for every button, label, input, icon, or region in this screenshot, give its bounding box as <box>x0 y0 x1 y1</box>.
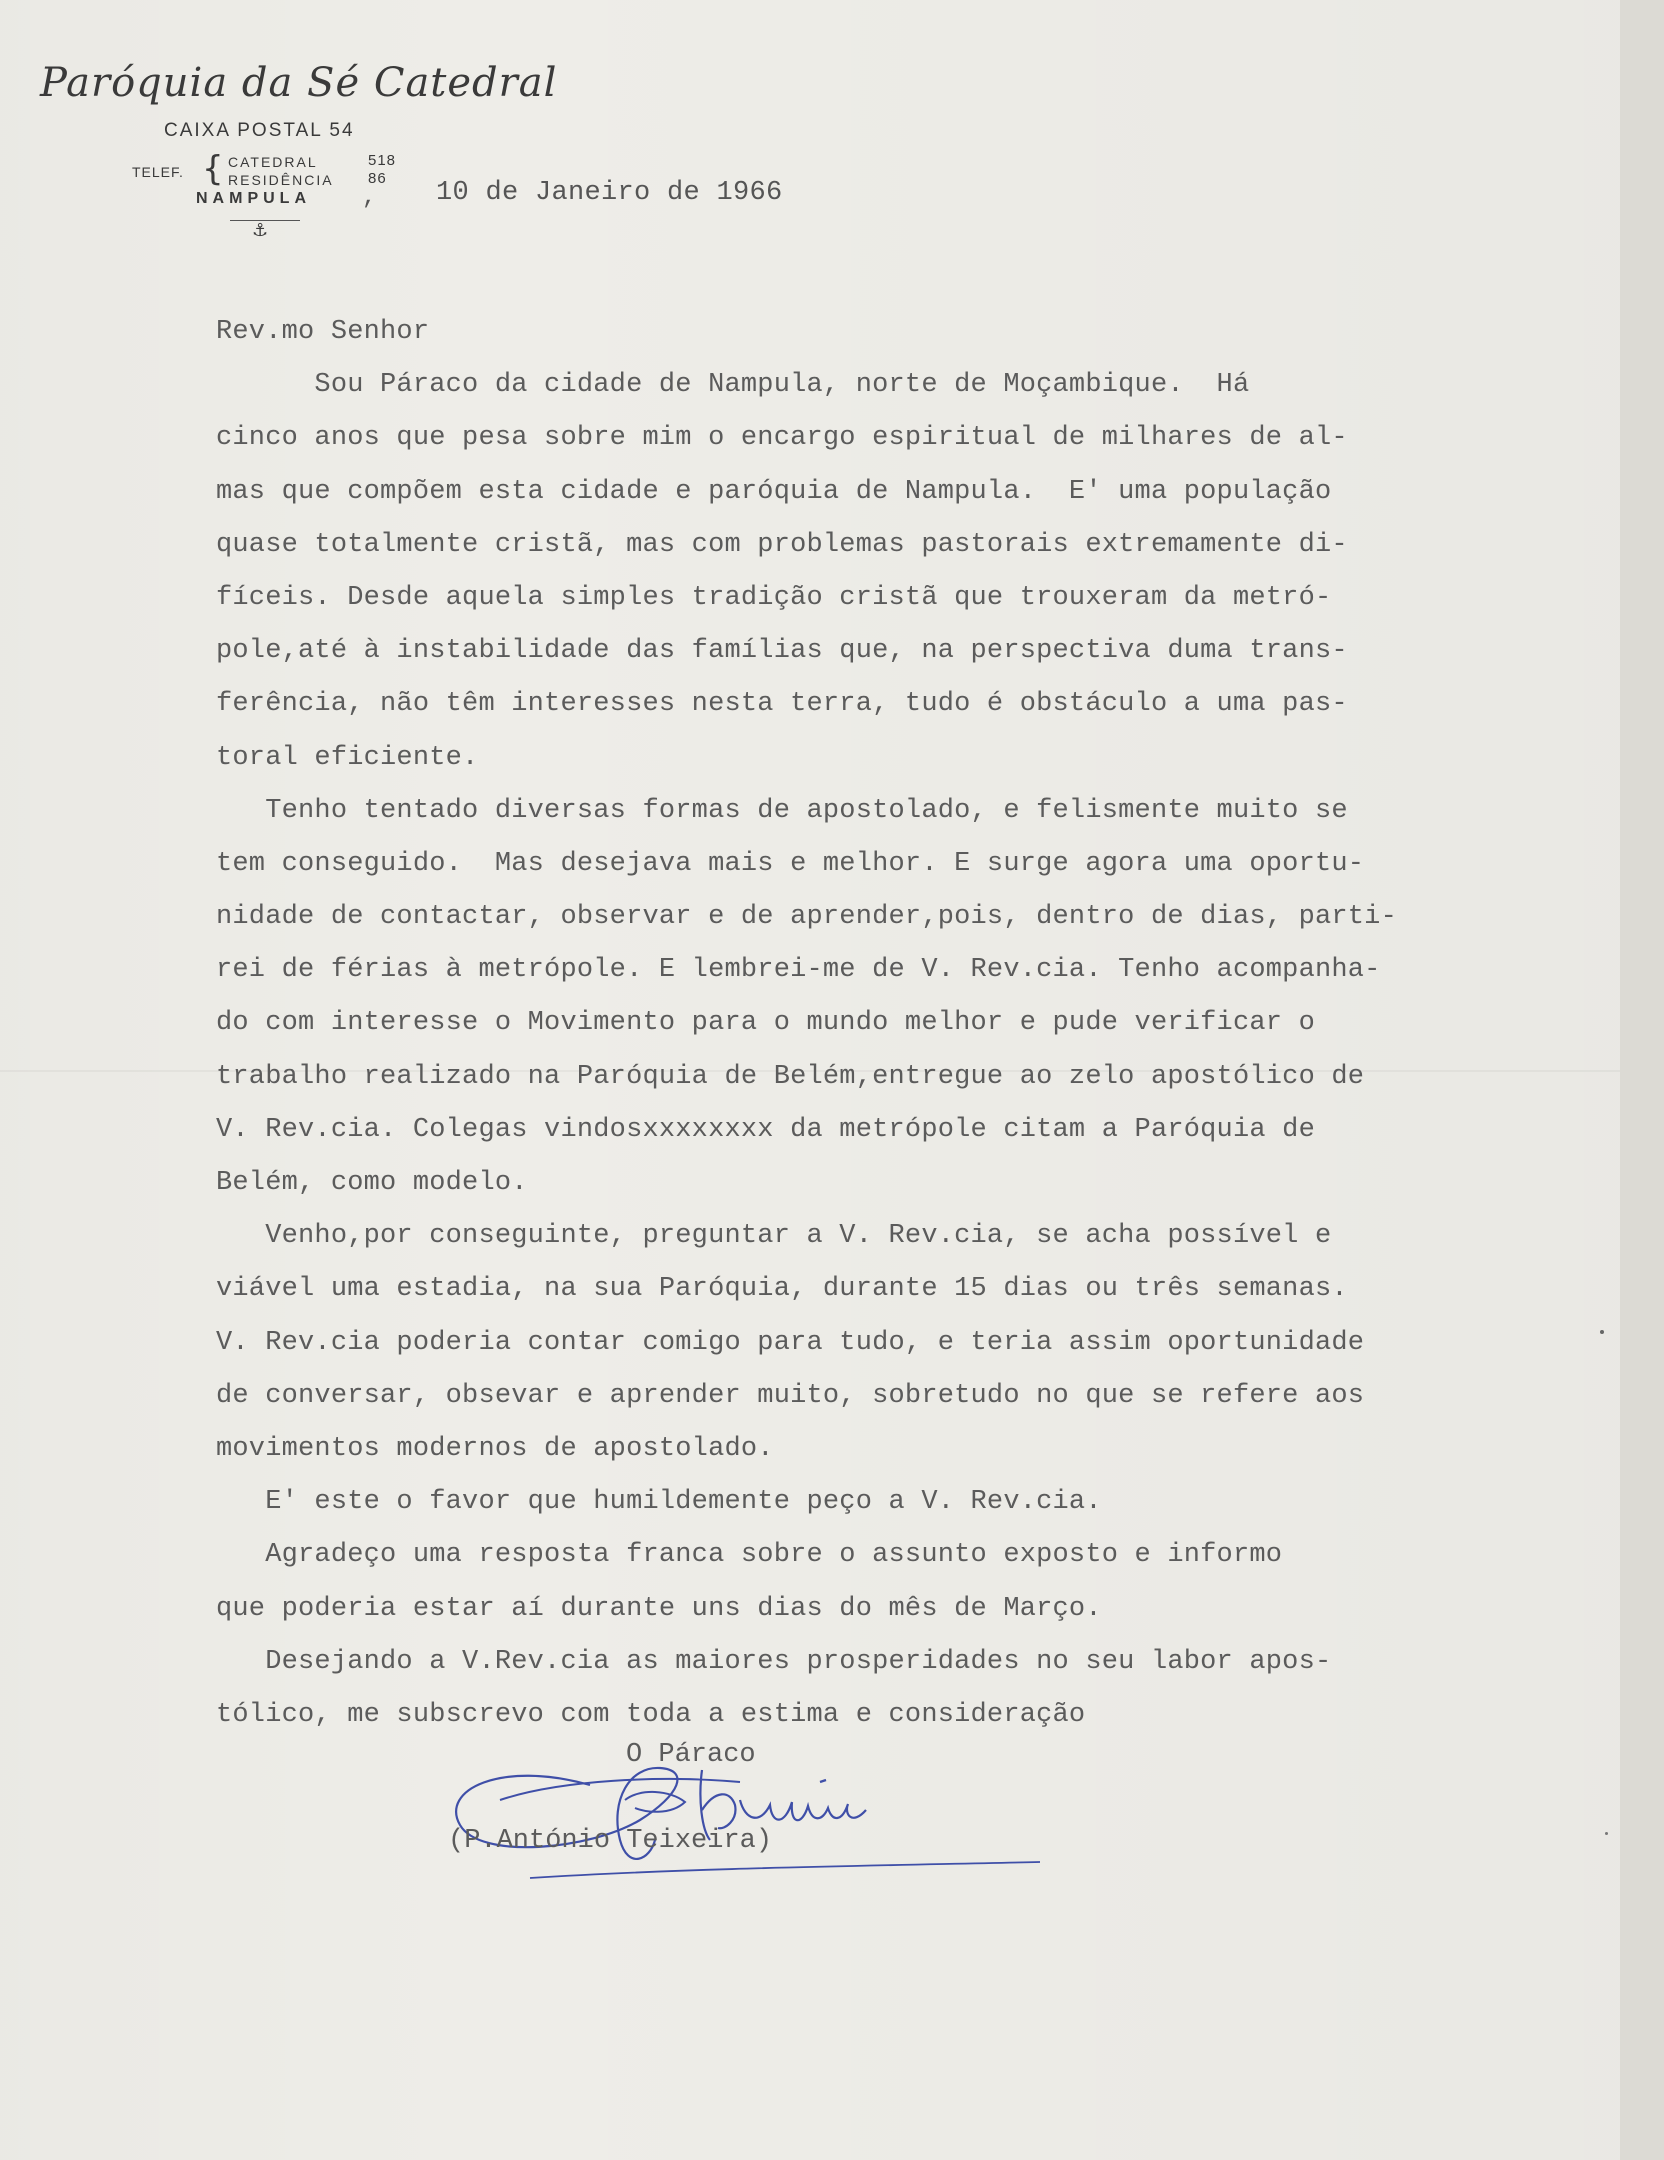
body-line: V. Rev.cia poderia contar comigo para tudo, e teria assim oportunidade <box>216 1327 1365 1358</box>
city-name: NAMPULA <box>196 190 311 207</box>
brace-glyph: { <box>202 149 224 189</box>
parish-name: Paróquia da Sé Catedral <box>40 60 558 106</box>
body-line: Tenho tentado diversas formas de apostolado, e felismente muito se <box>216 795 1348 826</box>
body-line: do com interesse o Movimento para o mundo melhor e pude verificar o <box>216 1008 1315 1039</box>
anchor-icon: ⚓ <box>252 220 269 241</box>
body-line: Sou Páraco da cidade de Nampula, norte de Moçambique. Há <box>216 370 1250 401</box>
phone-label-residencia: RESIDÊNCIA <box>228 172 334 188</box>
body-line: mas que compõem esta cidade e paróquia de Nampula. E' uma população <box>216 476 1332 507</box>
body-line: que poderia estar aí durante uns dias do mês de Março. <box>216 1593 1102 1624</box>
closing-title: O Páraco <box>626 1740 756 1770</box>
body-line: quase totalmente cristã, mas com problemas pastorais extremamente di- <box>216 529 1348 560</box>
body-line: ferência, não têm interesses nesta terra, tudo é obstáculo a uma pas- <box>216 689 1348 720</box>
body-line: Venho,por conseguinte, preguntar a V. Rev.cia, se acha possível e <box>216 1221 1332 1252</box>
body-line: V. Rev.cia. Colegas vindosxxxxxxxx da metrópole citam a Paróquia de <box>216 1114 1315 1145</box>
body-line: nidade de contactar, observar e de aprender,pois, dentro de dias, parti- <box>216 902 1397 933</box>
body-line: rei de férias à metrópole. E lembrei-me de V. Rev.cia. Tenho acompanha- <box>216 955 1381 986</box>
body-line: de conversar, obsevar e aprender muito, sobretudo no que se refere aos <box>216 1380 1365 1411</box>
body-line: toral eficiente. <box>216 742 479 773</box>
telephone-label: TELEF. <box>132 164 184 180</box>
body-line: viável uma estadia, na sua Paróquia, durante 15 dias ou três semanas. <box>216 1274 1348 1305</box>
body-line: Belém, como modelo. <box>216 1168 528 1198</box>
date-comma: , <box>362 184 377 211</box>
scan-speck <box>1600 1330 1604 1334</box>
scan-speck <box>1605 1832 1608 1835</box>
letterhead <box>30 60 558 260</box>
phone-label-catedral: CATEDRAL <box>228 154 318 170</box>
phone-number-catedral: 518 <box>368 152 397 169</box>
body-line: trabalho realizado na Paróquia de Belém,entregue ao zelo apostólico de <box>216 1061 1365 1092</box>
body-line: movimentos modernos de apostolado. <box>216 1433 774 1464</box>
scan-edge <box>1620 0 1664 2160</box>
body-line: Desejando a V.Rev.cia as maiores prosperidades no seu labor apos- <box>216 1646 1332 1677</box>
body-line: cinco anos que pesa sobre mim o encargo espiritual de milhares de al- <box>216 423 1348 454</box>
body-line: tem conseguido. Mas desejava mais e melhor. E surge agora uma oportu- <box>216 848 1365 879</box>
handwritten-signature <box>440 1730 1080 1880</box>
letter-body <box>216 306 1646 1742</box>
date-line: 10 de Janeiro de 1966 <box>436 178 783 208</box>
body-line: pole,até à instabilidade das famílias que, na perspectiva duma trans- <box>216 636 1348 667</box>
postal-box: CAIXA POSTAL 54 <box>164 120 355 141</box>
body-line: E' este o favor que humildemente peço a V. Rev.cia. <box>216 1487 1102 1518</box>
body-line: Rev.mo Senhor <box>216 317 430 347</box>
body-line: tólico, me subscrevo com toda a estima e consideração <box>216 1699 1086 1730</box>
body-line: fíceis. Desde aquela simples tradição cristã que trouxeram da metró- <box>216 582 1332 613</box>
body-line: Agradeço uma resposta franca sobre o assunto exposto e informo <box>216 1540 1283 1571</box>
phone-number-residencia: 86 <box>368 170 387 187</box>
signatory-name: (P.António Teixeira) <box>448 1826 773 1856</box>
